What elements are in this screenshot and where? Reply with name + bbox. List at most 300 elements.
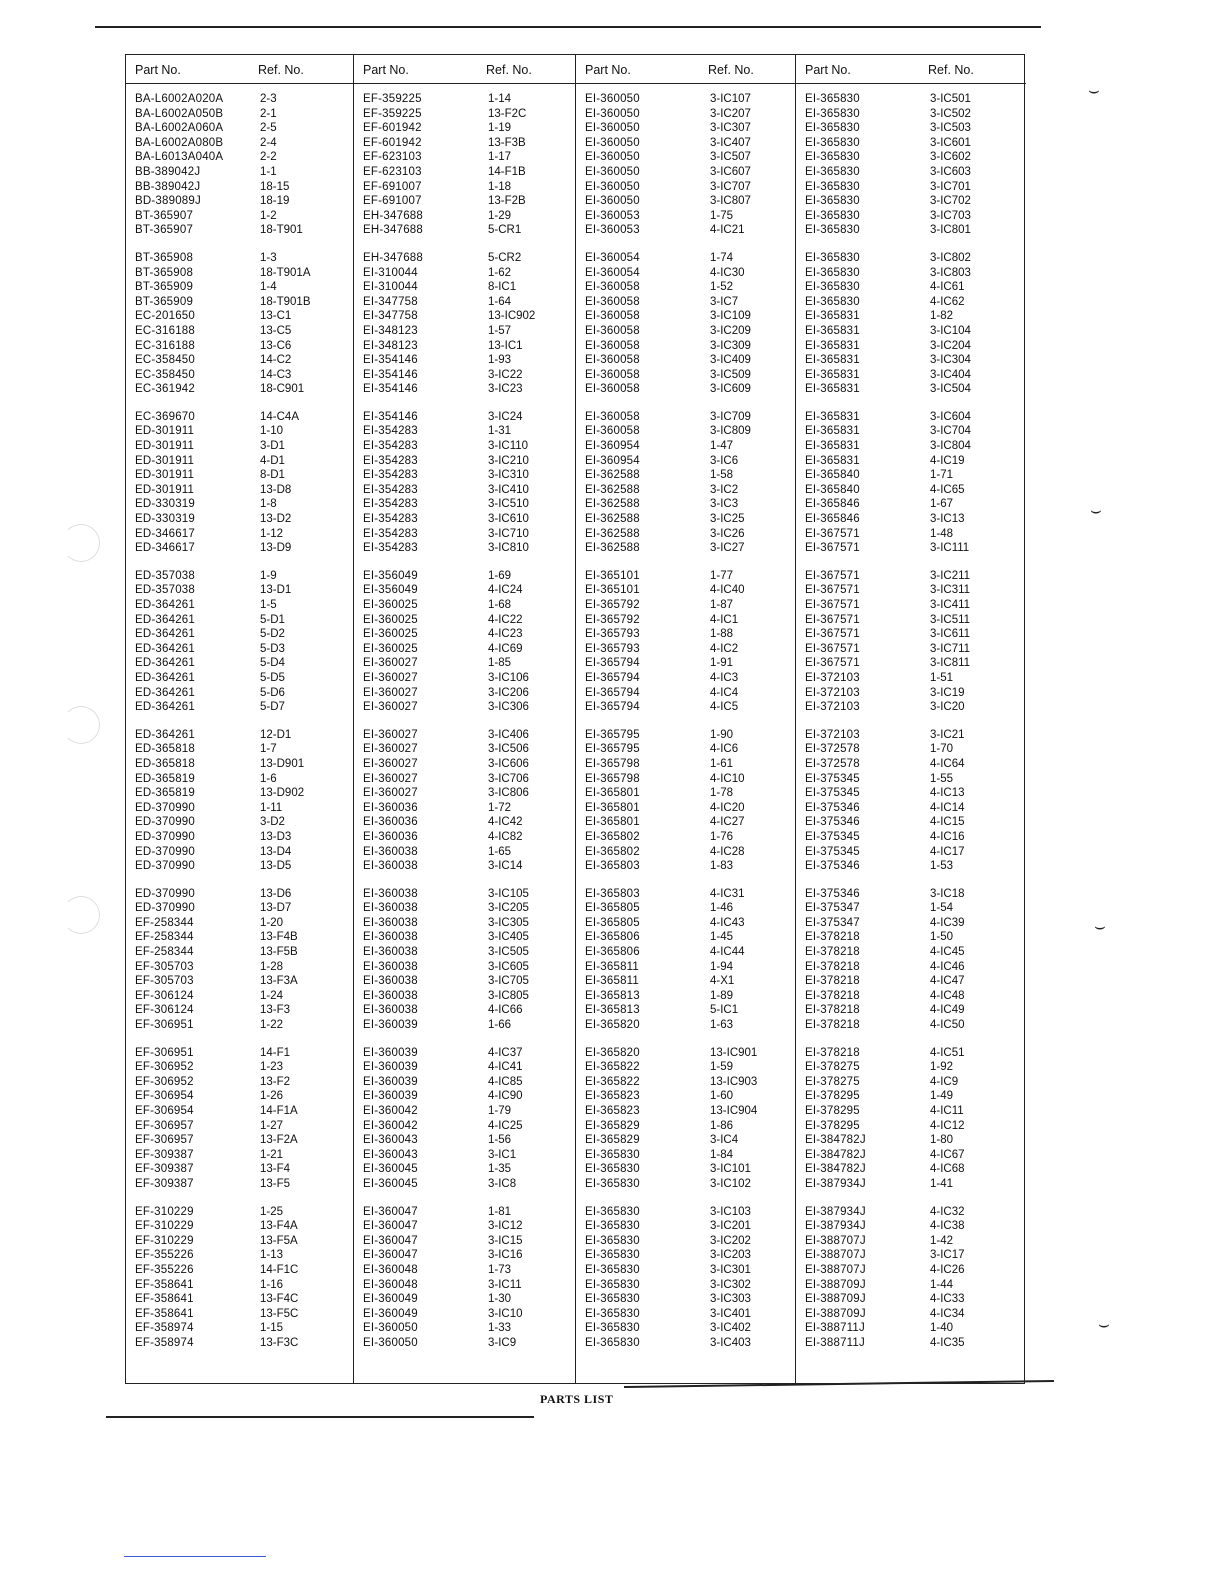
table-row: [576, 121, 795, 136]
ref-number: 1-54: [930, 902, 954, 915]
table-row: [126, 671, 353, 686]
ref-number: 4-IC30: [710, 266, 745, 279]
ref-number: 4-IC51: [930, 1046, 965, 1059]
ref-number: 1-82: [930, 310, 954, 323]
part-number: EI-365830: [805, 93, 860, 105]
part-number: EI-365830: [805, 136, 860, 149]
ref-number: 4-IC5: [710, 701, 739, 714]
part-number: EI-360058: [585, 425, 640, 438]
part-number: EI-365823: [585, 1105, 640, 1117]
part-number: EI-372103: [805, 701, 860, 714]
part-number: ED-370990: [135, 830, 195, 843]
ref-number: 3-IC302: [710, 1278, 751, 1291]
part-number: EI-378295: [805, 1105, 860, 1117]
part-number: BT-365907: [135, 224, 194, 237]
part-number: BT-365909: [135, 281, 194, 294]
part-number: ED-364261: [135, 671, 195, 684]
ref-number: 1-77: [710, 569, 734, 582]
ref-number: 13-F3A: [260, 975, 298, 988]
part-number: EI-360054: [585, 266, 640, 279]
table-row: [126, 483, 353, 498]
part-number: EI-365823: [585, 1090, 640, 1103]
part-number: EI-365830: [805, 281, 860, 294]
part-number: EI-354283: [363, 498, 418, 511]
ref-number: 3-IC503: [930, 122, 971, 135]
table-row: [576, 1263, 795, 1278]
part-number: EI-356049: [363, 584, 418, 597]
ref-number: 3-IC304: [930, 354, 971, 367]
ref-number: 3-IC17: [930, 1249, 965, 1262]
part-number: EI-365801: [585, 816, 640, 829]
ref-number: 4-IC39: [930, 916, 965, 929]
ref-number: 3-IC405: [488, 931, 529, 944]
table-row: [354, 656, 575, 671]
part-number: EI-365101: [585, 584, 640, 597]
table-row: [354, 1205, 575, 1220]
part-number: EF-306951: [135, 1046, 194, 1059]
part-number: EI-365830: [585, 1148, 640, 1161]
ref-number: 13-C5: [260, 324, 292, 337]
part-number: EI-360058: [585, 354, 640, 367]
part-number: EI-365830: [805, 195, 860, 208]
ref-number: 13-D8: [260, 483, 292, 496]
row-group: [576, 410, 795, 556]
part-number: EI-354283: [363, 469, 418, 482]
part-number: ED-364261: [135, 657, 195, 670]
part-number: EF-306957: [135, 1134, 194, 1147]
part-number: EI-310044: [363, 281, 418, 294]
table-row: [126, 845, 353, 860]
ref-number: 4-IC69: [488, 642, 523, 655]
table-row: [126, 583, 353, 598]
part-number: BD-389089J: [135, 195, 201, 208]
part-number: EI-388711J: [805, 1336, 865, 1349]
part-number: ED-364261: [135, 642, 195, 655]
part-number: BA-L6013A040A: [135, 151, 224, 164]
ref-number: 4-IC28: [710, 845, 745, 858]
part-number: EI-360039: [363, 1046, 418, 1059]
part-number: ED-357038: [135, 584, 195, 597]
part-number: ED-370990: [135, 887, 195, 900]
ref-number: 3-IC210: [488, 454, 529, 467]
table-row: [354, 1089, 575, 1104]
ref-number: 5-D5: [260, 671, 285, 684]
table-row: [796, 1263, 1026, 1278]
table-row: [796, 742, 1026, 757]
table-row: [126, 512, 353, 527]
ref-number: 4-IC48: [930, 989, 965, 1002]
top-rule: [95, 26, 1041, 28]
row-group: [126, 1046, 353, 1192]
table-row: [354, 1321, 575, 1336]
table-row: [576, 960, 795, 975]
ref-number: 3-IC110: [488, 440, 529, 453]
ref-number: 2-5: [260, 122, 277, 135]
table-row: [796, 1321, 1026, 1336]
part-number: EI-356049: [363, 569, 418, 582]
ref-number: 1-29: [488, 209, 512, 222]
ref-number: 3-IC306: [488, 701, 529, 714]
table-row: [354, 960, 575, 975]
table-row: [126, 180, 353, 195]
table-row: [796, 180, 1026, 195]
table-row: [796, 960, 1026, 975]
part-number: EI-365820: [585, 1019, 640, 1032]
ref-number: 1-24: [260, 989, 284, 1002]
table-row: [796, 194, 1026, 209]
ref-number: 4-IC26: [930, 1263, 965, 1276]
ref-number: 3-IC809: [710, 425, 751, 438]
parts-table: [125, 54, 1025, 1384]
ref-number: 3-IC206: [488, 686, 529, 699]
part-number: EI-365830: [585, 1234, 640, 1247]
ref-number: 4-IC44: [710, 946, 745, 959]
table-row: [126, 974, 353, 989]
ref-number: 3-IC802: [930, 251, 971, 264]
part-number: EI-360042: [363, 1119, 418, 1132]
ref-number: 3-IC403: [710, 1336, 751, 1349]
ref-number: 3-IC26: [710, 527, 745, 540]
part-number: EI-360027: [363, 657, 418, 670]
table-row: [796, 266, 1026, 281]
part-number: EI-360058: [585, 368, 640, 381]
part-number: EI-360047: [363, 1220, 418, 1233]
ref-number: 13-IC1: [488, 339, 523, 352]
ref-number: 13-F2C: [488, 107, 527, 120]
ref-number: 13-F2A: [260, 1134, 298, 1147]
table-row: [126, 627, 353, 642]
table-row: [126, 527, 353, 542]
ref-number: 1-42: [930, 1234, 954, 1247]
table-row: [796, 424, 1026, 439]
ref-number: 4-IC43: [710, 916, 745, 929]
part-number: EI-378275: [805, 1061, 860, 1074]
part-number: EI-365846: [805, 498, 860, 511]
table-row: [796, 251, 1026, 266]
part-number: EI-365846: [805, 513, 860, 526]
ref-number: 5-D7: [260, 701, 285, 714]
table-row: [354, 930, 575, 945]
ref-number: 4-IC65: [930, 483, 965, 496]
part-number: BT-365908: [135, 266, 194, 279]
table-row: [126, 1104, 353, 1119]
table-row: [576, 569, 795, 584]
table-row: [126, 960, 353, 975]
table-row: [126, 136, 353, 151]
ref-number: 1-80: [930, 1134, 954, 1147]
table-row: [796, 1148, 1026, 1163]
part-number: EI-365830: [805, 107, 860, 120]
row-group: [576, 569, 795, 715]
table-row: [576, 223, 795, 238]
part-number: EF-355226: [135, 1249, 194, 1262]
ref-number: 3-IC305: [488, 916, 529, 929]
part-number: EF-258344: [135, 916, 194, 929]
ref-number: 3-IC410: [488, 483, 529, 496]
part-number: EI-365803: [585, 860, 640, 873]
ref-number: 4-IC27: [710, 816, 745, 829]
ref-number: 3-D1: [260, 440, 285, 453]
part-number: EF-623103: [363, 165, 422, 178]
ref-number: 3-IC704: [930, 425, 971, 438]
part-number: EI-375347: [805, 916, 860, 929]
table-row: [576, 830, 795, 845]
table-row: [576, 309, 795, 324]
table-row: [576, 512, 795, 527]
ref-number: 1-25: [260, 1205, 284, 1218]
table-row: [126, 1321, 353, 1336]
ref-number: 3-IC19: [930, 686, 965, 699]
part-number: EI-365802: [585, 830, 640, 843]
table-row: [126, 1162, 353, 1177]
part-number: EF-306951: [135, 1019, 194, 1032]
part-number: EI-360038: [363, 975, 418, 988]
ref-number: 3-IC9: [488, 1336, 517, 1349]
part-number: EF-305703: [135, 975, 194, 988]
part-number: EF-623103: [363, 151, 422, 164]
table-row: [796, 1119, 1026, 1134]
ref-number: 3-IC502: [930, 107, 971, 120]
punch-hole: [62, 896, 100, 934]
ref-number: 3-IC309: [710, 339, 751, 352]
table-row: [576, 1292, 795, 1307]
ref-number: 14-F1C: [260, 1263, 299, 1276]
table-row: [796, 1089, 1026, 1104]
ref-number: 5-D2: [260, 628, 285, 641]
table-row: [576, 497, 795, 512]
ref-number: 4-IC9: [930, 1075, 959, 1088]
part-number: EI-360027: [363, 671, 418, 684]
ref-number: 1-14: [488, 93, 512, 105]
table-row: [576, 887, 795, 902]
ref-number: 3-IC111: [930, 542, 970, 555]
ref-number: 13-D5: [260, 860, 292, 873]
table-row: [354, 627, 575, 642]
ref-number: 1-71: [930, 469, 954, 482]
table-row: [354, 1003, 575, 1018]
part-number: EI-360050: [585, 136, 640, 149]
part-number: EI-360047: [363, 1205, 418, 1218]
part-number: EI-375346: [805, 887, 860, 900]
ref-number: 14-C2: [260, 354, 292, 367]
ref-number: 13-D902: [260, 787, 305, 800]
ref-number: 3-IC303: [710, 1293, 751, 1306]
column-header: [796, 55, 1026, 84]
table-row: [796, 223, 1026, 238]
part-number: EI-365830: [805, 165, 860, 178]
part-number: EI-372103: [805, 686, 860, 699]
ref-number: 13-IC901: [710, 1046, 758, 1059]
ref-number: 3-IC204: [930, 339, 971, 352]
table-row: [796, 686, 1026, 701]
table-row: [354, 887, 575, 902]
ref-number: 4-IC40: [710, 584, 745, 597]
parts-column: [576, 55, 796, 1383]
ref-number: 1-6: [260, 772, 277, 785]
table-row: [796, 295, 1026, 310]
part-number: BT-365909: [135, 295, 194, 308]
ref-number: 4-IC15: [930, 816, 965, 829]
table-row: [354, 772, 575, 787]
ref-number: 1-59: [710, 1061, 734, 1074]
part-number: EI-365831: [805, 383, 860, 396]
table-row: [354, 1060, 575, 1075]
part-number: ED-365818: [135, 743, 195, 756]
ref-number: 3-IC706: [488, 772, 529, 785]
ref-number: 1-57: [488, 324, 512, 337]
part-number: EI-384782J: [805, 1163, 866, 1176]
ref-number: 3-IC611: [930, 628, 971, 641]
part-number: EI-367571: [805, 628, 860, 641]
table-row: [354, 1307, 575, 1322]
part-number: EI-348123: [363, 339, 418, 352]
part-number: EI-367571: [805, 599, 860, 611]
table-row: [126, 742, 353, 757]
ref-number: 13-F3: [260, 1004, 291, 1017]
part-number: EI-365831: [805, 354, 860, 367]
ref-number: 4-IC22: [488, 613, 523, 626]
table-row: [126, 107, 353, 122]
part-number: EI-360050: [585, 93, 640, 105]
part-number: ED-365819: [135, 787, 195, 800]
part-number: EI-362588: [585, 498, 640, 511]
ref-number: 1-69: [488, 569, 512, 582]
table-row: [126, 1075, 353, 1090]
row-group: [354, 728, 575, 874]
ref-number: 3-IC13: [930, 513, 965, 526]
part-number: EI-360038: [363, 931, 418, 944]
ref-number: 1-12: [260, 527, 284, 540]
part-number: EI-348123: [363, 324, 418, 337]
ref-number: 14-F1: [260, 1046, 291, 1059]
table-row: [576, 1089, 795, 1104]
table-row: [576, 339, 795, 354]
part-number: EF-355226: [135, 1263, 194, 1276]
table-row: [796, 887, 1026, 902]
table-row: [354, 815, 575, 830]
ref-number: 1-20: [260, 916, 284, 929]
part-number: EI-375345: [805, 830, 860, 843]
ref-number: 13-IC902: [488, 310, 536, 323]
part-number: EI-360038: [363, 887, 418, 900]
part-number: EI-360050: [585, 165, 640, 178]
ref-number: 8-IC1: [488, 281, 517, 294]
ref-number: 4-IC45: [930, 946, 965, 959]
part-number: EI-365801: [585, 787, 640, 800]
part-number: EI-365830: [805, 266, 860, 279]
part-number: EI-362588: [585, 469, 640, 482]
part-number: EI-360027: [363, 728, 418, 741]
part-number: BA-L6002A020A: [135, 93, 224, 105]
part-number: EI-365794: [585, 671, 640, 684]
part-number: EI-360025: [363, 628, 418, 641]
part-number: EI-365830: [585, 1322, 640, 1335]
table-row: [354, 1119, 575, 1134]
ref-number: 3-IC806: [488, 787, 529, 800]
part-number: EI-362588: [585, 542, 640, 555]
part-number: EF-306124: [135, 1004, 194, 1017]
ref-number: 13-D6: [260, 887, 292, 900]
part-number: EI-365830: [805, 209, 860, 222]
part-number: EF-306952: [135, 1075, 194, 1088]
part-number: EI-367571: [805, 657, 860, 670]
table-row: [354, 410, 575, 425]
table-row: [126, 569, 353, 584]
table-row: [796, 1336, 1026, 1351]
table-row: [576, 1075, 795, 1090]
part-number: EI-362588: [585, 527, 640, 540]
table-row: [796, 916, 1026, 931]
part-number: EI-310044: [363, 266, 418, 279]
table-row: [126, 801, 353, 816]
ref-no-header: Ref. No.: [708, 63, 754, 77]
table-row: [354, 541, 575, 556]
part-number: EI-367571: [805, 527, 860, 540]
ref-number: 3-IC411: [930, 599, 971, 611]
part-number: EI-367571: [805, 569, 860, 582]
table-row: [126, 1133, 353, 1148]
ref-number: 4-D1: [260, 454, 285, 467]
ref-number: 1-66: [488, 1019, 512, 1032]
table-row: [354, 1292, 575, 1307]
part-number: EF-359225: [363, 107, 422, 120]
table-row: [796, 339, 1026, 354]
table-row: [576, 671, 795, 686]
table-row: [576, 368, 795, 383]
ref-number: 3-IC607: [710, 165, 751, 178]
part-number: EI-365793: [585, 628, 640, 641]
part-number: EI-360048: [363, 1263, 418, 1276]
table-row: [796, 541, 1026, 556]
ref-number: 5-D3: [260, 642, 285, 655]
table-row: [354, 642, 575, 657]
table-row: [354, 468, 575, 483]
table-row: [126, 251, 353, 266]
part-number: EI-365813: [585, 989, 640, 1002]
ref-number: 4-IC11: [930, 1105, 964, 1117]
ref-number: 13-D1: [260, 584, 292, 597]
ref-number: 13-F5A: [260, 1234, 298, 1247]
ref-number: 4-IC16: [930, 830, 965, 843]
part-number: EI-365840: [805, 469, 860, 482]
table-row: [576, 1248, 795, 1263]
part-number: EI-365794: [585, 686, 640, 699]
ref-number: 1-30: [488, 1293, 512, 1306]
table-row: [576, 583, 795, 598]
table-row: [796, 859, 1026, 874]
table-row: [796, 1219, 1026, 1234]
table-row: [354, 368, 575, 383]
table-row: [354, 686, 575, 701]
part-number: EF-358974: [135, 1336, 194, 1349]
ref-number: 18-19: [260, 195, 290, 208]
ref-number: 13-D901: [260, 757, 305, 770]
ref-number: 3-IC11: [488, 1278, 522, 1291]
part-number: ED-330319: [135, 498, 195, 511]
ref-number: 1-70: [930, 743, 954, 756]
part-number: EI-360045: [363, 1163, 418, 1176]
table-row: [354, 424, 575, 439]
ref-number: 1-52: [710, 281, 734, 294]
ref-number: 4-IC25: [488, 1119, 523, 1132]
table-row: [796, 801, 1026, 816]
ref-number: 1-78: [710, 787, 734, 800]
ref-number: 1-1: [260, 165, 277, 178]
table-row: [354, 830, 575, 845]
table-row: [796, 1292, 1026, 1307]
part-number: EF-309387: [135, 1177, 194, 1190]
table-row: [126, 1177, 353, 1192]
